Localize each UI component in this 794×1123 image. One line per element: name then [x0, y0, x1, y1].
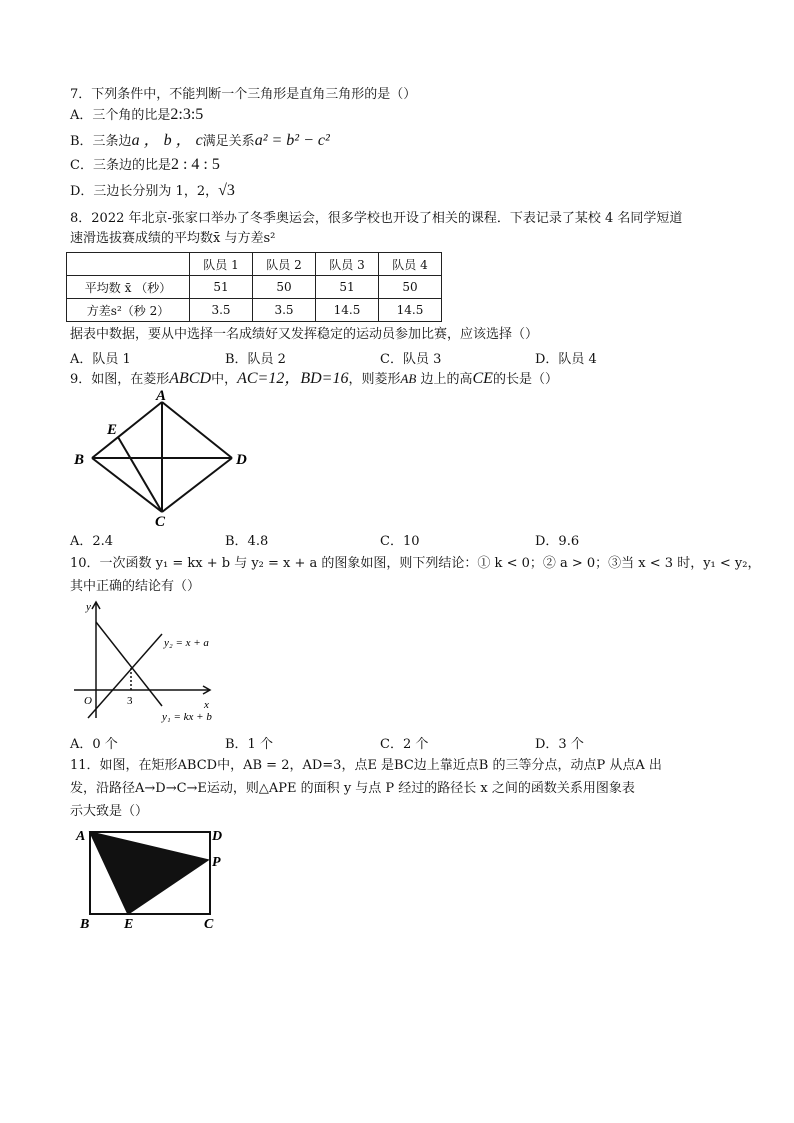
q8-option-a: A．队员 1	[70, 352, 131, 367]
q7-option-a	[70, 106, 203, 125]
table-cell: 3.5	[190, 299, 253, 322]
q9-stem-end: 的长是（）	[492, 372, 558, 387]
q7-a-math: 2:3:5	[170, 106, 204, 123]
line-y2	[88, 634, 162, 718]
label-p: P	[212, 855, 221, 870]
table-cell: 14.5	[316, 299, 379, 322]
side-ab	[92, 402, 162, 458]
q7-d-prefix: D．三边长分别为 1，2，	[70, 184, 219, 199]
q9-stem	[70, 370, 558, 389]
label-c: C	[204, 917, 214, 932]
table-header-row	[67, 253, 442, 276]
q8-option-c: C．队员 3	[380, 352, 442, 367]
label-y-axis: y	[86, 601, 91, 613]
label-x-axis: x	[204, 699, 209, 711]
q11-stem-line3: 示大致是（）	[70, 804, 149, 819]
q7-d-math: √3	[218, 182, 235, 199]
q7-stem: 7．下列条件中，不能判断一个三角形是直角三角形的是（）	[70, 87, 417, 102]
q7-b-vars: a ， b ， c	[131, 132, 203, 149]
table-header-cell: 队员 3	[316, 253, 379, 276]
q7-option-d	[70, 182, 235, 201]
label-d: D	[212, 829, 223, 844]
table-header-cell: 队员 4	[379, 253, 442, 276]
q7-b-mid: 满足关系	[202, 134, 255, 149]
q9-stem-math3: AB	[400, 371, 417, 386]
q10-stem-line1: 10．一次函数 y₁ = kx + b 与 y₂ = x + a 的图象如图，则下列结论：① k < 0；② a > 0；③当 x < 3 时，y₁ < y₂，	[70, 556, 761, 571]
table-row	[67, 276, 442, 299]
label-e: E	[107, 422, 118, 438]
rhombus-figure	[70, 388, 270, 528]
table-header-cell	[67, 253, 190, 276]
side-ad	[162, 402, 232, 458]
label-b: B	[80, 917, 90, 932]
q10-option-a: A．0 个	[70, 737, 118, 752]
q10-option-c: C．2 个	[380, 737, 429, 752]
q8-option-b: B．队员 2	[225, 352, 286, 367]
q9-option-b: B．4.8	[225, 534, 269, 549]
table-cell: 平均数 x̄ （秒）	[67, 276, 190, 299]
q9-stem-math2: AC=12，BD=16	[237, 370, 349, 387]
label-b: B	[74, 452, 85, 468]
table-cell: 51	[190, 276, 253, 299]
q8-after-text: 据表中数据，要从中选择一名成绩好又发挥稳定的运动员参加比赛，应该选择（）	[70, 327, 539, 342]
side-bc	[92, 458, 162, 512]
q9-stem-math1: ABCD	[169, 370, 212, 387]
label-a: A	[156, 388, 167, 404]
table-cell: 14.5	[379, 299, 442, 322]
side-dc	[162, 458, 232, 512]
label-tick-3: 3	[127, 695, 133, 707]
q8-option-d: D．队员 4	[535, 352, 597, 367]
q7-b-math: a² = b² − c²	[254, 132, 330, 149]
q8-stem-line2: 速滑选拔赛成绩的平均数x̄ 与方差s²	[70, 231, 276, 246]
q9-stem-mid2: ，则菱形	[348, 372, 401, 387]
line-y1	[96, 622, 162, 706]
q11-stem-line2: 发，沿路径A→D→C→E运动，则△APE 的面积 y 与点 P 经过的路径长 x 之间的函数关系用图象表	[70, 781, 635, 796]
q7-option-b	[70, 132, 330, 151]
label-c: C	[155, 514, 166, 528]
q9-option-a: A．2.4	[70, 534, 114, 549]
q7-option-c	[70, 156, 220, 175]
table-header-cell: 队员 1	[190, 253, 253, 276]
label-line-y2: y₂ = x + a	[164, 637, 209, 649]
q9-option-d: D．9.6	[535, 534, 580, 549]
table-cell: 51	[316, 276, 379, 299]
q8-stem-line1: 8．2022 年北京-张家口举办了冬季奥运会，很多学校也开设了相关的课程．下表记录了某校 4 名同学短道	[70, 211, 683, 226]
table-row	[67, 299, 442, 322]
q9-option-c: C．10	[380, 534, 420, 549]
q7-c-prefix: C．三条边的比是	[70, 158, 171, 173]
table-cell: 50	[379, 276, 442, 299]
q10-stem-line2: 其中正确的结论有（）	[70, 579, 201, 594]
label-d: D	[236, 452, 247, 468]
label-e: E	[124, 917, 134, 932]
q7-a-prefix: A．三个角的比是	[70, 108, 171, 123]
q8-score-table	[66, 252, 442, 322]
height-ce	[118, 437, 162, 512]
label-line-y1: y₁ = kx + b	[162, 711, 212, 723]
q7-c-math: 2 : 4 : 5	[170, 156, 220, 173]
triangle-ape	[90, 832, 208, 914]
label-origin: O	[84, 695, 92, 707]
q9-stem-math4: CE	[472, 370, 493, 387]
linear-functions-figure	[70, 596, 240, 726]
q10-option-b: B．1 个	[225, 737, 273, 752]
table-cell: 3.5	[253, 299, 316, 322]
rectangle-figure	[70, 824, 230, 934]
table-header-cell: 队员 2	[253, 253, 316, 276]
q10-option-d: D．3 个	[535, 737, 584, 752]
q9-stem-pre: 9．如图，在菱形	[70, 372, 170, 387]
table-cell: 50	[253, 276, 316, 299]
table-cell: 方差s²（秒 2）	[67, 299, 190, 322]
q11-stem-line1: 11．如图，在矩形ABCD中，AB = 2，AD=3，点E 是BC边上靠近点B 的三等分点，动点P 从点A 出	[70, 758, 662, 773]
q9-stem-mid3: 边上的高	[416, 372, 473, 387]
q7-b-prefix: B．三条边	[70, 134, 132, 149]
label-a: A	[76, 829, 86, 844]
q9-stem-mid1: 中，	[211, 372, 238, 387]
